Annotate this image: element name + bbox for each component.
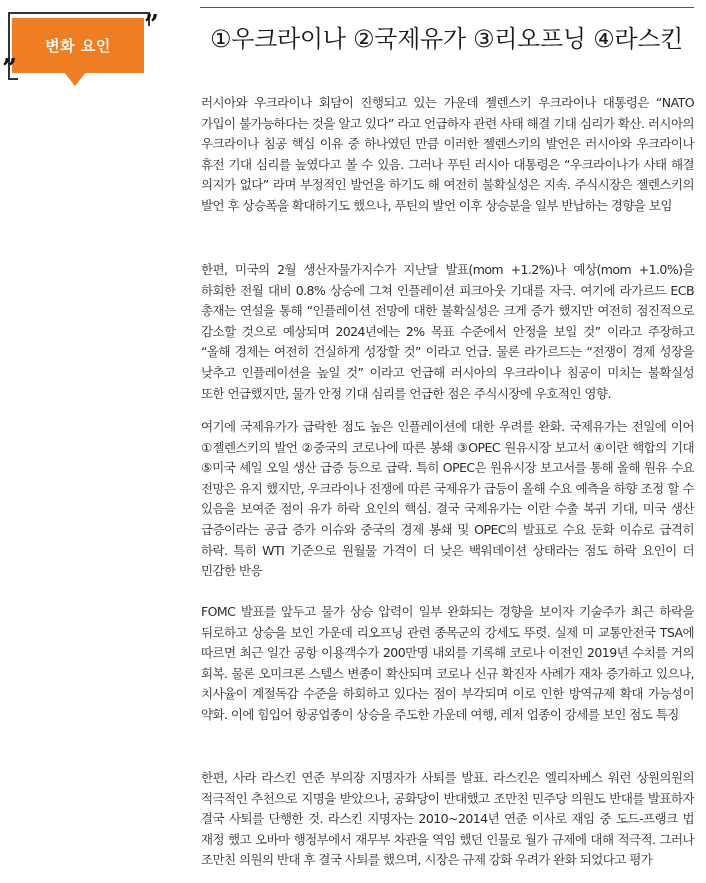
paragraph-oil: 여기에 국제유가가 급락한 점도 높은 인플레이션에 대한 우려를 완화. 국제유가는 전일에 이어 ①젤렌스키의 발언 ②중국의 코로나에 따른 봉쇄 ③OPEC 원유시장 보고서 ④이란 핵합의 기대 ⑤미국 셰일 오일 생산 급증 등으로 급락. 특히 OPEC은 원유시장 보고서를 통해 올해 원유 수요 전망은 유지 했지만, 우크라이나 전쟁에 따른 국제유가 급등이 올해 수요 예측을 하향 조정 할 수 있음을 보여준 점이 유가 하락 요인의 핵심. 결국 국제유가는 이란 수출 복귀 기대, 미국 생산 급증이라는 공급 증가 이슈와 중국의 경제 봉쇄 및 OPEC의 발표로 수요 둔화 이슈로 급격히 하락. 특히 WTI 기준으로 원월물 가격이 더 낮은 백워데이션 상태라는 점도 하락 요인이 더 민감한 반응 (201, 419, 694, 579)
badge-pointer (64, 72, 86, 86)
change-factor-badge (0, 0, 180, 100)
header-rule (200, 7, 694, 8)
page-title: ①우크라이나 ②국제유가 ③리오프닝 ④라스킨 (210, 25, 683, 53)
paragraph-reopening: FOMC 발표를 앞두고 물가 상승 압력이 일부 완화되는 경향을 보이자 기술주가 최근 하락을 뒤로하고 상승을 보인 가운데 리오프닝 관련 종목군의 강세도 뚜렷. 실제 미 교통안전국 TSA에 따르면 최근 일간 공항 이용객수가 200만명 내외를 기록해 코로나 이전인 2019년 수치를 거의 회복. 물론 오미크론 스텔스 변종이 확산되며 코로나 신규 확진자 사례가 재차 증가하고 있으나, 치사율이 계절독감 수준을 하회하고 있다는 점이 부각되며 이로 인한 방역규제 확대 가능성이 약화. 이에 힘입어 항공업종이 상승을 주도한 가운데 여행, 레저 업종이 강세를 보인 점도 특징 (201, 604, 694, 722)
paragraph-inflation: 한편, 미국의 2월 생산자물가지수가 지난달 발표(mom +1.2%)나 예상(mom +1.0%)을 하회한 전월 대비 0.8% 상승에 그쳐 인플레이션 피크아웃 기대를 자극. 여기에 라가르드 ECB 총재는 연설을 통해 “인플레이션 전망에 대한 불확실성은 크게 증가 했지만 여전히 점진적으로 감소할 것으로 예상되며 2024년에는 2% 목표 수준에서 안정을 보일 것” 이라고 주장하고 “올해 경제는 여전히 건실하게 성장할 것” 이라고 언급. 물론 라가르드는 “전쟁이 경제 성장을 낮추고 인플레이션을 높일 것” 이라고 언급해 러시아의 우크라이나 침공이 미치는 불확실성 또한 언급했지만, 물가 안정 기대 심리를 언급한 점은 주식시장에 우호적인 영향. (201, 262, 694, 401)
close-quote-mark: ” (144, 10, 159, 40)
badge-frame-top (8, 12, 150, 14)
open-quote-mark: ” (2, 54, 17, 84)
badge-label: 변화 요인 (12, 18, 144, 73)
paragraph-raskin: 한편, 사라 라스킨 연준 부의장 지명자가 사퇴를 발표. 라스킨은 엘리자베스 워런 상원의원의 적극적인 추천으로 지명을 받았으나, 공화당이 반대했고 조만친 민주당 의원도 반대를 발표하자 결국 사퇴를 단행한 것. 라스킨 지명자는 2010~2014년 연준 이사로 재임 중 도드-프랭크 법 재정 했고 오바마 행정부에서 재무부 차관을 역임 했던 인물로 월가 규제에 대해 적극적. 그러나 조만친 의원의 반대 후 결국 사퇴를 했으며, 시장은 규제 강화 우려가 완화 되었다고 평가 (201, 770, 694, 868)
paragraph-ukraine: 러시아와 우크라이나 회담이 진행되고 있는 가운데 젤렌스키 우크라이나 대통령은 “NATO 가입이 불가능하다는 것을 알고 있다” 라고 언급하자 관련 사태 해결 기대 심리가 확산. 러시아의 우크라이나 침공 핵심 이유 중 하나였던 만큼 이러한 젤렌스키의 발언은 러시아와 우크라이나 휴전 기대 심리를 높였다고 볼 수 있음. 그러나 푸틴 러시아 대통령은 “우크라이나가 사태 해결 의지가 없다” 라며 부정적인 발언을 하기도 해 여전히 불확실성은 지속. 주식시장은 젤렌스키의 발언 후 상승폭을 확대하기도 했으나, 푸틴의 발언 이후 상승분을 일부 반납하는 경향을 보임 (201, 95, 694, 213)
